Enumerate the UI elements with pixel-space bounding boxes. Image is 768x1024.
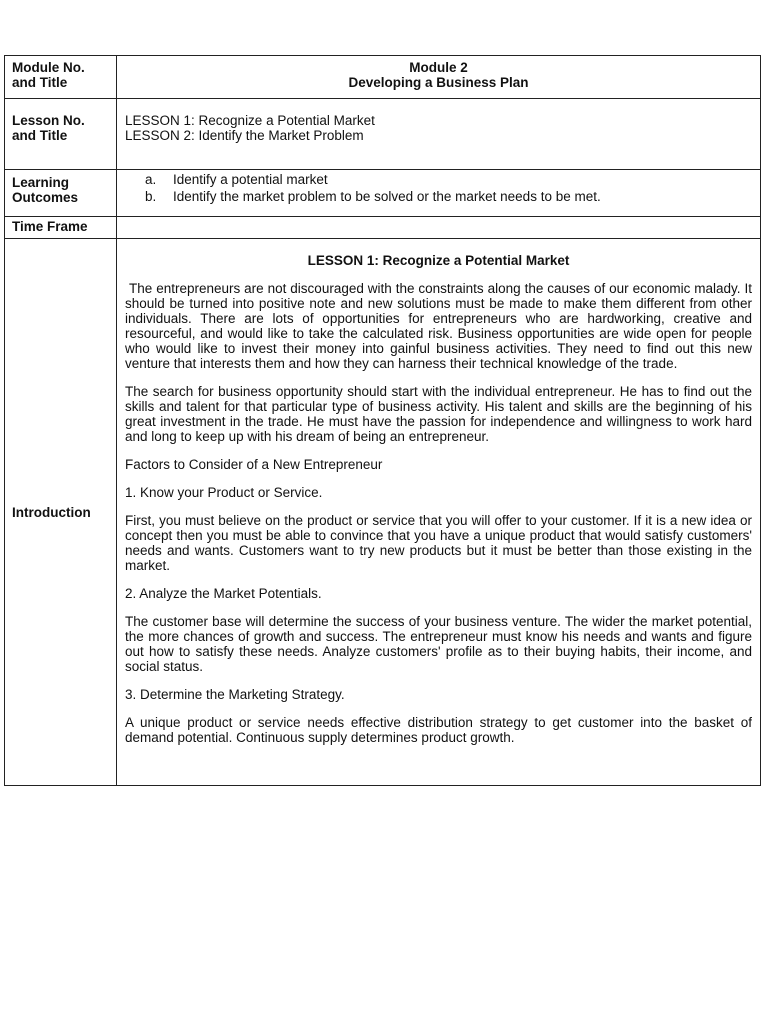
module-row: [5, 56, 761, 99]
factor-2-text: The customer base will determine the success of your business venture. The wider the market potential, the more chances of growth and success. The entrepreneur must know his needs and wants and figure out how to satisfy these needs. Analyze customers' profile as to their buying habits, their income, and social status.: [125, 614, 752, 674]
factors-heading: Factors to Consider of a New Entrepreneur: [125, 457, 383, 472]
lesson-label-cell: [5, 99, 117, 170]
module-title-cell: [117, 56, 761, 99]
time-frame-value: [117, 217, 761, 239]
intro-paragraph-1: The entrepreneurs are not discouraged with the constraints along the causes of our economic malady. It should be turned into positive note and new solutions must be made to make them different from other individuals. There are lots of opportunities for entrepreneurs who are hardworking, creative and resourceful, and would like to take the calculated risk. Business opportunities are wide open for people who would like to invest their money into gainful business activities. They need to find out this new venture that interests them and how they can harness their technical knowledge of the trade.: [125, 281, 752, 371]
module-label-line2: and Title: [12, 75, 68, 90]
intro-paragraph-2: The search for business opportunity should start with the individual entrepreneur. He has to find out the skills and talent for that particular type of business activity. His talent and skills are the beginning of his great investment in the trade. He must have the passion for independence and willingness to work hard and long to keep up with his dream of being an entrepreneur.: [125, 384, 752, 444]
lesson-title-cell: [117, 99, 761, 170]
lesson-2-title: LESSON 2: Identify the Market Problem: [125, 128, 364, 143]
outcome-marker: b.: [145, 189, 157, 204]
module-label-cell: [5, 56, 117, 99]
module-number: Module 2: [409, 60, 468, 75]
time-frame-label: Time Frame: [5, 217, 117, 239]
factor-3-text: A unique product or service needs effective distribution strategy to get customer into the basket of demand potential. Continuous supply determines product growth.: [125, 715, 752, 745]
introduction-heading: LESSON 1: Recognize a Potential Market: [307, 253, 570, 268]
factor-1-text: First, you must believe on the product or service that you will offer to your customer. If it is a new idea or concept then you must be able to convince that you have a unique product that would satisfy customers' needs and wants. Customers want to try new products but it must be better than those existing in the market.: [125, 513, 752, 573]
outcomes-label-line2: Outcomes: [12, 190, 79, 205]
factor-2-title: 2. Analyze the Market Potentials.: [125, 586, 322, 601]
introduction-cell: [117, 239, 761, 786]
lesson-row: [5, 99, 761, 170]
lesson-1-title: LESSON 1: Recognize a Potential Market: [125, 113, 375, 128]
time-frame-row: [5, 217, 761, 239]
outcomes-label-cell: [5, 170, 117, 217]
module-info-table: [4, 55, 761, 786]
module-title: Developing a Business Plan: [348, 75, 529, 90]
outcome-text: Identify the market problem to be solved or the market needs to be met.: [173, 189, 601, 204]
outcome-list: [125, 170, 752, 204]
outcomes-row: [5, 170, 761, 217]
introduction-row: [5, 239, 761, 786]
outcomes-label-line1: Learning: [12, 175, 70, 190]
lesson-label-line1: Lesson No.: [12, 113, 85, 128]
outcome-marker: a.: [145, 172, 157, 187]
lesson-label-line2: and Title: [12, 128, 68, 143]
list-item: [125, 187, 752, 204]
list-item: [125, 172, 752, 187]
introduction-label: Introduction: [5, 239, 117, 786]
outcome-text: Identify a potential market: [173, 172, 328, 187]
factor-3-title: 3. Determine the Marketing Strategy.: [125, 687, 345, 702]
factor-1-title: 1. Know your Product or Service.: [125, 485, 323, 500]
outcomes-cell: [117, 170, 761, 217]
module-label-line1: Module No.: [12, 60, 85, 75]
